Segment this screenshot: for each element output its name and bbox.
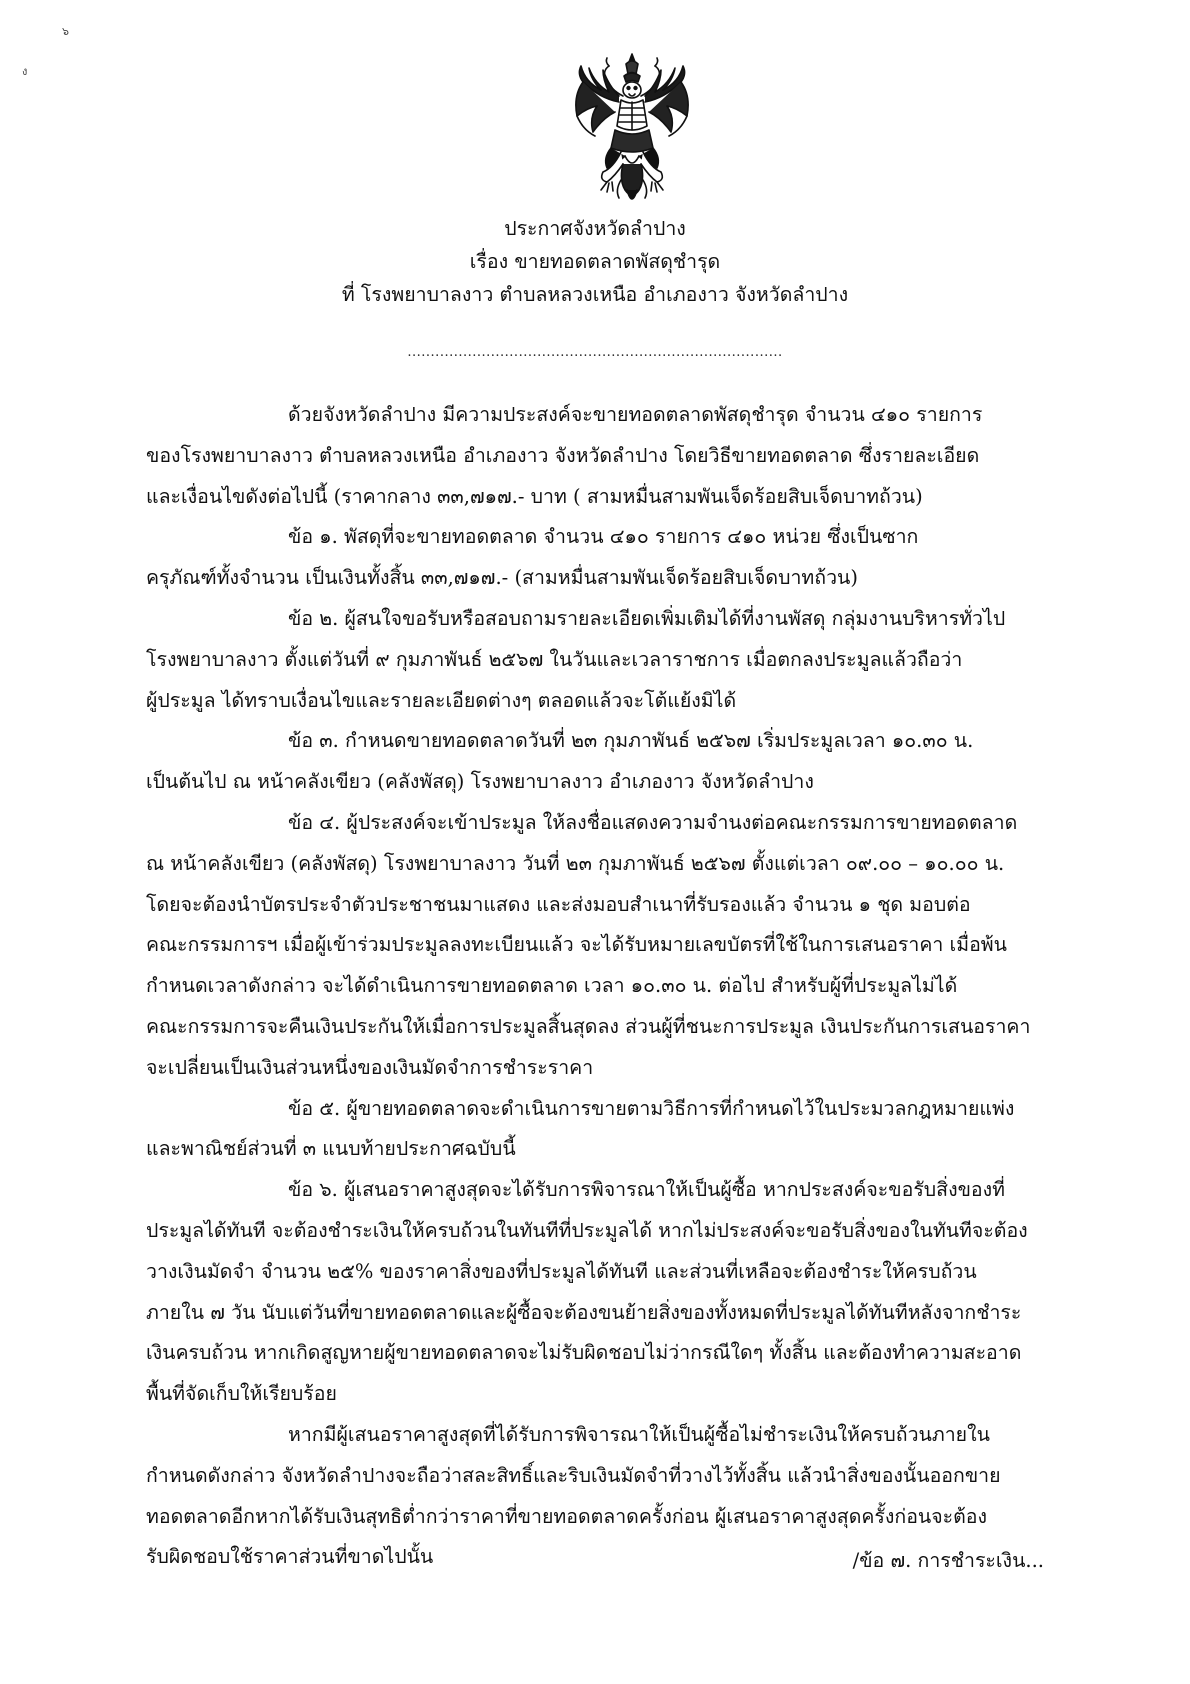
paragraph-line: ประมูลได้ทันที จะต้องชำระเงินให้ครบถ้วนในทันทีที่ประมูลได้ หากไม่ประสงค์จะขอรับสิ่งของในทันทีจะต้อง [146, 1218, 1028, 1242]
paragraph-line: เป็นต้นไป ณ หน้าคลังเขียว (คลังพัสดุ) โรงพยาบาลงาว อำเภองาว จังหวัดลำปาง [146, 770, 814, 794]
paragraph-line: โดยจะต้องนำบัตรประจำตัวประชาชนมาแสดง และส่งมอบสำเนาที่รับรองแล้ว จำนวน ๑ ชุด มอบต่อ [146, 892, 971, 916]
paragraph-line: ทอดตลาดอีกหากได้รับเงินสุทธิต่ำกว่าราคาที่ขายทอดตลาดครั้งก่อน ผู้เสนอราคาสูงสุดครั้งก่อนจะต้อง [146, 1504, 988, 1528]
paragraph-clause-6 [146, 1170, 1054, 1415]
paragraph-line: จะเปลี่ยนเป็นเงินส่วนหนึ่งของเงินมัดจำการชำระราคา [146, 1055, 594, 1079]
paragraph-line: ณ หน้าคลังเขียว (คลังพัสดุ) โรงพยาบาลงาว วันที่ ๒๓ กุมภาพันธ์ ๒๕๖๗ ตั้งแต่เวลา ๐๙.๐๐ – ๑๐.๐๐ น. [146, 851, 1005, 875]
document-subject: เรื่อง ขายทอดตลาดพัสดุชำรุด [469, 250, 721, 273]
continuation-note: /ข้อ ๗. การชำระเงิน... [852, 1549, 1044, 1572]
paragraph-clause-4 [146, 803, 1054, 1089]
paragraph-intro [146, 395, 1054, 517]
paragraph-line: คณะกรรมการจะคืนเงินประกันให้เมื่อการประมูลสิ้นสุดลง ส่วนผู้ที่ชนะการประมูล เงินประกันการเสนอราคา [146, 1014, 1031, 1038]
paragraph-line: ของโรงพยาบาลงาว ตำบลหลวงเหนือ อำเภองาว จังหวัดลำปาง โดยวิธีขายทอดตลาด ซึ่งรายละเอียด [146, 443, 980, 467]
paragraph-line: กำหนดดังกล่าว จังหวัดลำปางจะถือว่าสละสิทธิ์และริบเงินมัดจำที่วางไว้ทั้งสิ้น แล้วนำสิ่งของนั้นออกขาย [146, 1463, 1001, 1487]
paragraph-line: เงินครบถ้วน หากเกิดสูญหายผู้ขายทอดตลาดจะไม่รับผิดชอบไม่ว่ากรณีใดๆ ทั้งสิ้น และต้องทำความสะอาด [146, 1341, 1022, 1365]
document-location: ที่ โรงพยาบาลงาว ตำบลหลวงเหนือ อำเภองาว จังหวัดลำปาง [341, 283, 849, 306]
scan-mark-top: ๖ [62, 25, 69, 38]
paragraph-line: โรงพยาบาลงาว ตั้งแต่วันที่ ๙ กุมภาพันธ์ ๒๕๖๗ ในวันและเวลาราชการ เมื่อตกลงประมูลแล้วถือว่า [146, 647, 963, 671]
heading-separator: ................................................................................. [407, 345, 783, 360]
garuda-emblem [563, 52, 701, 210]
paragraph-line: ข้อ ๕. ผู้ขายทอดตลาดจะดำเนินการขายตามวิธีการที่กำหนดไว้ในประมวลกฎหมายแพ่ง [288, 1096, 1015, 1120]
paragraph-line: วางเงินมัดจำ จำนวน ๒๕% ของราคาสิ่งของที่ประมูลได้ทันที และส่วนที่เหลือจะต้องชำระให้ครบถ้วน [146, 1259, 977, 1283]
paragraph-line: กำหนดเวลาดังกล่าว จะได้ดำเนินการขายทอดตลาด เวลา ๑๐.๓๐ น. ต่อไป สำหรับผู้ที่ประมูลไม่ได้ [146, 974, 958, 998]
paragraph-line: ข้อ ๒. ผู้สนใจขอรับหรือสอบถามรายละเอียดเพิ่มเติมได้ที่งานพัสดุ กลุ่มงานบริหารทั่วไป [288, 606, 1006, 630]
paragraph-clause-3 [146, 721, 1054, 803]
paragraph-clause-2 [146, 599, 1054, 721]
document-body [146, 395, 1054, 1578]
paragraph-line: และเงื่อนไขดังต่อไปนี้ (ราคากลาง ๓๓,๗๑๗.- บาท ( สามหมื่นสามพันเจ็ดร้อยสิบเจ็ดบาทถ้วน) [146, 484, 923, 508]
paragraph-line: และพาณิชย์ส่วนที่ ๓ แนบท้ายประกาศฉบับนี้ [146, 1137, 516, 1161]
paragraph-line: ข้อ ๑. พัสดุที่จะขายทอดตลาด จำนวน ๔๑๐ รายการ ๔๑๐ หน่วย ซึ่งเป็นซาก [288, 525, 919, 549]
paragraph-line: หากมีผู้เสนอราคาสูงสุดที่ได้รับการพิจารณาให้เป็นผู้ซื้อไม่ชำระเงินให้ครบถ้วนภายใน [288, 1422, 990, 1446]
paragraph-line: ข้อ ๓. กำหนดขายทอดตลาดวันที่ ๒๓ กุมภาพันธ์ ๒๕๖๗ เริ่มประมูลเวลา ๑๐.๓๐ น. [288, 729, 974, 753]
document-title: ประกาศจังหวัดลำปาง [504, 217, 686, 240]
paragraph-line: ผู้ประมูล ได้ทราบเงื่อนไขและรายละเอียดต่างๆ ตลอดแล้วจะโต้แย้งมิได้ [146, 688, 737, 712]
paragraph-line: ข้อ ๔. ผู้ประสงค์จะเข้าประมูล ให้ลงชื่อแสดงความจำนงต่อคณะกรรมการขายทอดตลาด [288, 810, 1018, 834]
paragraph-clause-1 [146, 517, 1054, 599]
paragraph-line: ภายใน ๗ วัน นับแต่วันที่ขายทอดตลาดและผู้ซื้อจะต้องขนย้ายสิ่งของทั้งหมดที่ประมูลได้ทันทีหลังจากชำระ [146, 1300, 1022, 1324]
paragraph-line: ครุภัณฑ์ทั้งจำนวน เป็นเงินทั้งสิ้น ๓๓,๗๑๗.- (สามหมื่นสามพันเจ็ดร้อยสิบเจ็ดบาทถ้วน) [146, 566, 858, 590]
paragraph-line: ข้อ ๖. ผู้เสนอราคาสูงสุดจะได้รับการพิจารณาให้เป็นผู้ซื้อ หากประสงค์จะขอรับสิ่งของที่ [288, 1178, 1006, 1202]
scan-mark-second: ง [22, 65, 28, 78]
paragraph-line: ด้วยจังหวัดลำปาง มีความประสงค์จะขายทอดตลาดพัสดุชำรุด จำนวน ๔๑๐ รายการ [288, 403, 983, 426]
paragraph-clause-5 [146, 1089, 1054, 1171]
document-heading [0, 216, 1190, 308]
paragraph-line: พื้นที่จัดเก็บให้เรียบร้อย [146, 1382, 337, 1406]
paragraph-line: รับผิดชอบใช้ราคาส่วนที่ขาดไปนั้น [146, 1545, 434, 1569]
paragraph-line: คณะกรรมการฯ เมื่อผู้เข้าร่วมประมูลลงทะเบียนแล้ว จะได้รับหมายเลขบัตรที่ใช้ในการเสนอราคา เมื่อพ้น [146, 933, 1007, 957]
